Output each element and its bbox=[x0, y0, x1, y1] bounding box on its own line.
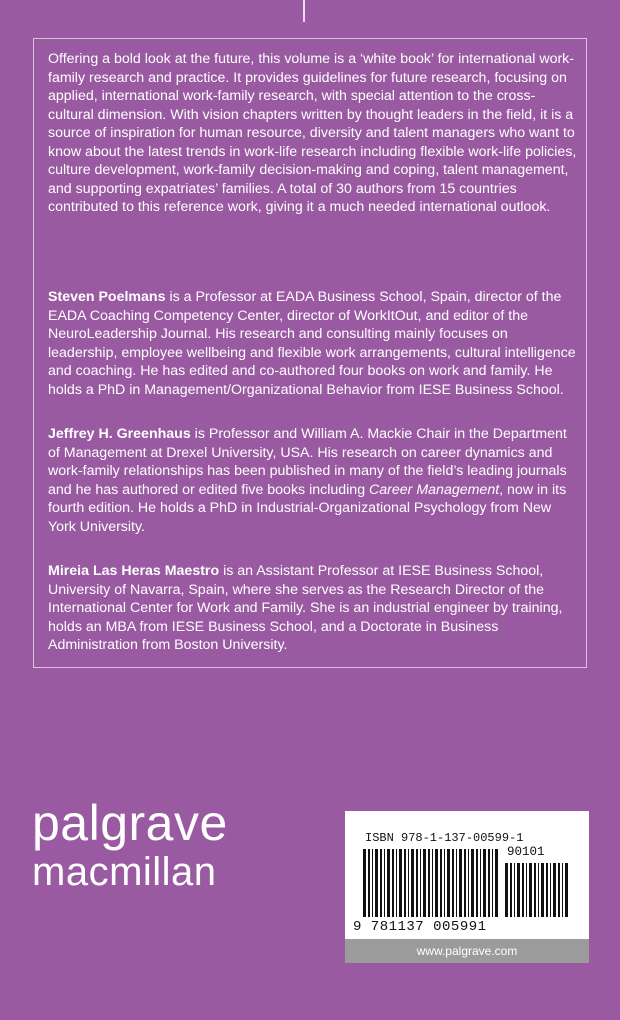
author-bio-text: is Professor and William A. Mackie Chair in the Department of Management at Drexel University, USA. His research on career dynamics and work-family relationships has been published in many of the field’s leading journals and he has authored or edited five books including bbox=[48, 426, 567, 498]
barcode-addon-number: 90101 bbox=[507, 845, 545, 859]
barcode-panel bbox=[345, 811, 589, 939]
author-bio-poelmans bbox=[48, 288, 578, 399]
barcode-icon bbox=[363, 849, 501, 917]
author-bio-las-heras bbox=[48, 562, 578, 655]
book-description: Offering a bold look at the future, this volume is a ‘white book’ for international work-family research and practice. It provides guidelines for future research, focusing on applied, international work-family research, with special attention to the cross-cultural dimension. With vision chapters written by thought leaders in the field, it is a source of inspiration for human resource, diversity and talent managers who want to know about the latest trends in work-life research including flexible work-life policies, culture development, work-family decision-making and coping, talent management, and supporting expatriates’ families. A total of 30 authors from 15 countries contributed to this reference work, giving it a much needed international outlook. bbox=[48, 51, 577, 215]
author-name: Steven Poelmans bbox=[48, 289, 166, 305]
author-name: Mireia Las Heras Maestro bbox=[48, 563, 220, 579]
author-bio-text: is an Assistant Professor at IESE Business School, University of Navarra, Spain, where she serves as the Research Director of the International Center for Work and Family. She is an industrial engineer by training, holds an MBA from IESE Business School, and a Doctorate in Business Administration from Boston University. bbox=[48, 563, 563, 653]
publisher-logo bbox=[32, 795, 228, 894]
logo-word-palgrave: palgrave bbox=[32, 795, 228, 851]
author-name: Jeffrey H. Greenhaus bbox=[48, 426, 191, 442]
barcode-digits: 9 781137 005991 bbox=[353, 919, 487, 935]
top-divider-line bbox=[303, 0, 305, 22]
book-title-italic: Career Management bbox=[369, 481, 500, 498]
barcode-addon-icon bbox=[505, 863, 571, 917]
author-bio-greenhaus bbox=[48, 425, 578, 536]
isbn-label: ISBN 978-1-137-00599-1 bbox=[365, 831, 524, 845]
author-bio-text: , now in its fourth edition. He holds a PhD in Industrial-Organizational Psychology from New York University. bbox=[48, 481, 567, 535]
logo-word-macmillan: macmillan bbox=[32, 850, 217, 894]
publisher-website: www.palgrave.com bbox=[345, 939, 589, 963]
author-bio-text: is a Professor at EADA Business School, Spain, director of the EADA Coaching Competency Center, director of WorkItOut, and editor of the NeuroLeadership Journal. His research and consulting mainly focuses on leadership, employee wellbeing and flexible work arrangements, cultural intelligence and coaching. He has edited and co-authored four books on work and family. He holds a PhD in Management/Organizational Behavior from IESE Business School. bbox=[48, 289, 576, 398]
